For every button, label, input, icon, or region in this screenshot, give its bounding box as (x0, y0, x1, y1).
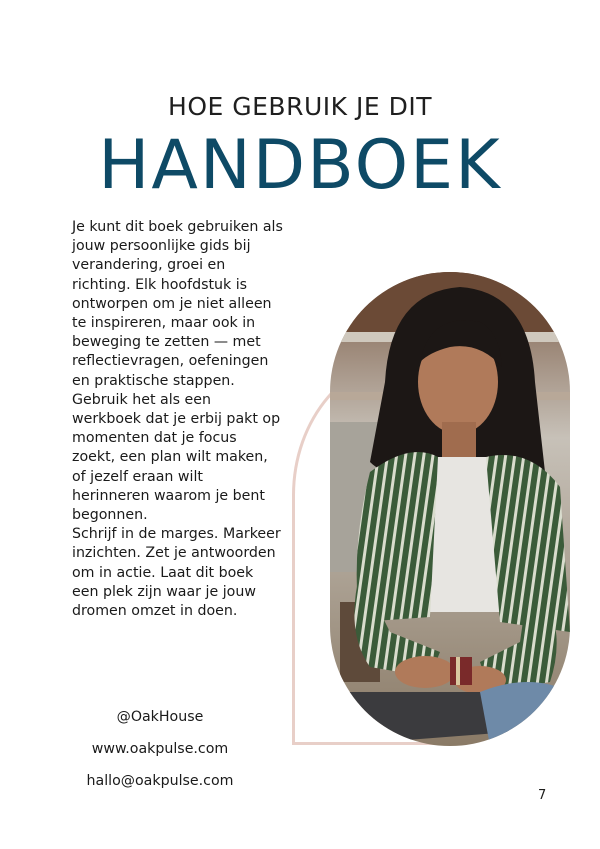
photo-illustration (330, 272, 570, 746)
intro-text (72, 218, 284, 621)
social-handle[interactable]: @OakHouse (116, 709, 204, 725)
page-subtitle: HOE GEBRUIK JE DIT (168, 92, 432, 121)
woman-laptop-photo (330, 272, 570, 746)
page-title: HANDBOEK (98, 126, 502, 205)
contact-info (60, 708, 260, 804)
website-link[interactable]: www.oakpulse.com (91, 741, 229, 757)
intro-paragraph-1: Je kunt dit boek gebruiken als jouw persoonlijke gids bij verandering, groei en richting. Elk hoofdstuk is ontworpen om je niet alleen te inspireren, maar ook in beweging te zetten — met reflectievragen, oefeningen en praktische stappen. Gebruik het als een werkboek dat je erbij pakt op momenten dat je focus zoekt, een plan wilt maken, of jezelf eraan wilt herinneren waarom je bent begonnen. (72, 219, 283, 524)
intro-paragraph-2: Schrijf in de marges. Markeer inzichten. Zet je antwoorden om in actie. Laat dit boek een plek zijn waar je jouw dromen omzet in doen. (72, 526, 281, 620)
email-link[interactable]: hallo@oakpulse.com (86, 773, 234, 789)
page-number: 7 (538, 788, 547, 803)
